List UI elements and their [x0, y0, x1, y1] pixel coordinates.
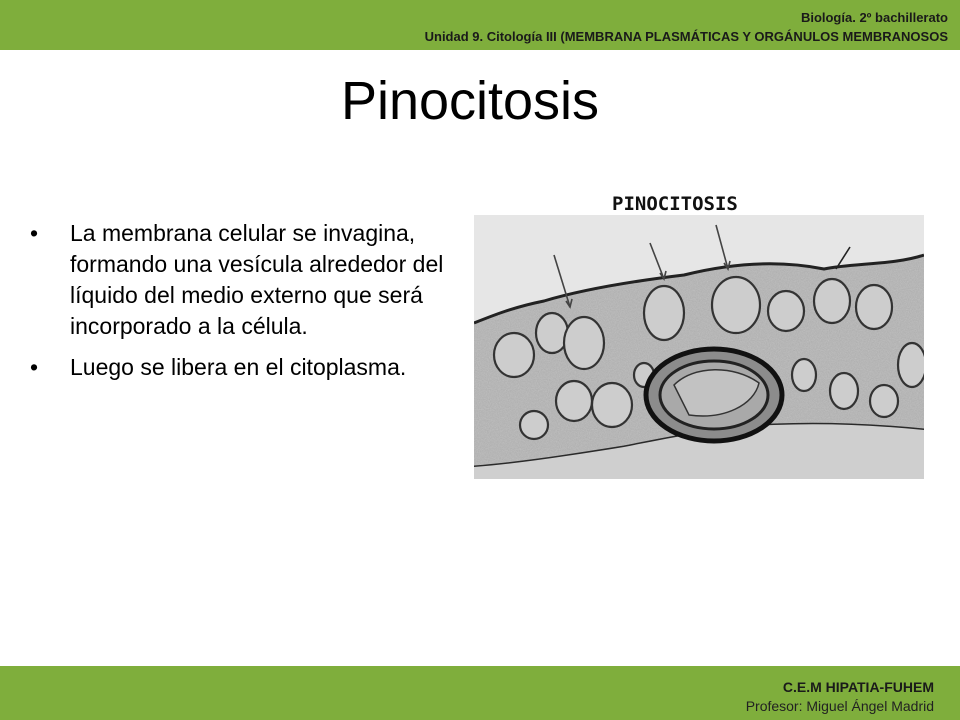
bullet-item: • Luego se libera en el citoplasma.	[30, 352, 470, 383]
slide-title: Pinocitosis	[340, 71, 600, 131]
professor-label: Profesor: Miguel Ángel Madrid	[745, 698, 934, 714]
bullet-item: • La membrana celular se invagina, formando una vesícula alrededor del líquido del medio externo que será incorporado a la célula.	[30, 218, 470, 342]
header-bar	[0, 0, 960, 50]
course-label: Biología. 2º bachillerato	[800, 10, 948, 25]
bullet-list	[30, 218, 470, 393]
figure-title: PINOCITOSIS	[612, 193, 738, 215]
org-label: C.E.M HIPATIA-FUHEM	[782, 679, 934, 695]
unit-label: Unidad 9. Citología III (MEMBRANA PLASMÁTICAS Y ORGÁNULOS MEMBRANOSOS	[424, 29, 948, 44]
footer-bar	[0, 666, 960, 720]
micrograph-image	[474, 215, 924, 479]
